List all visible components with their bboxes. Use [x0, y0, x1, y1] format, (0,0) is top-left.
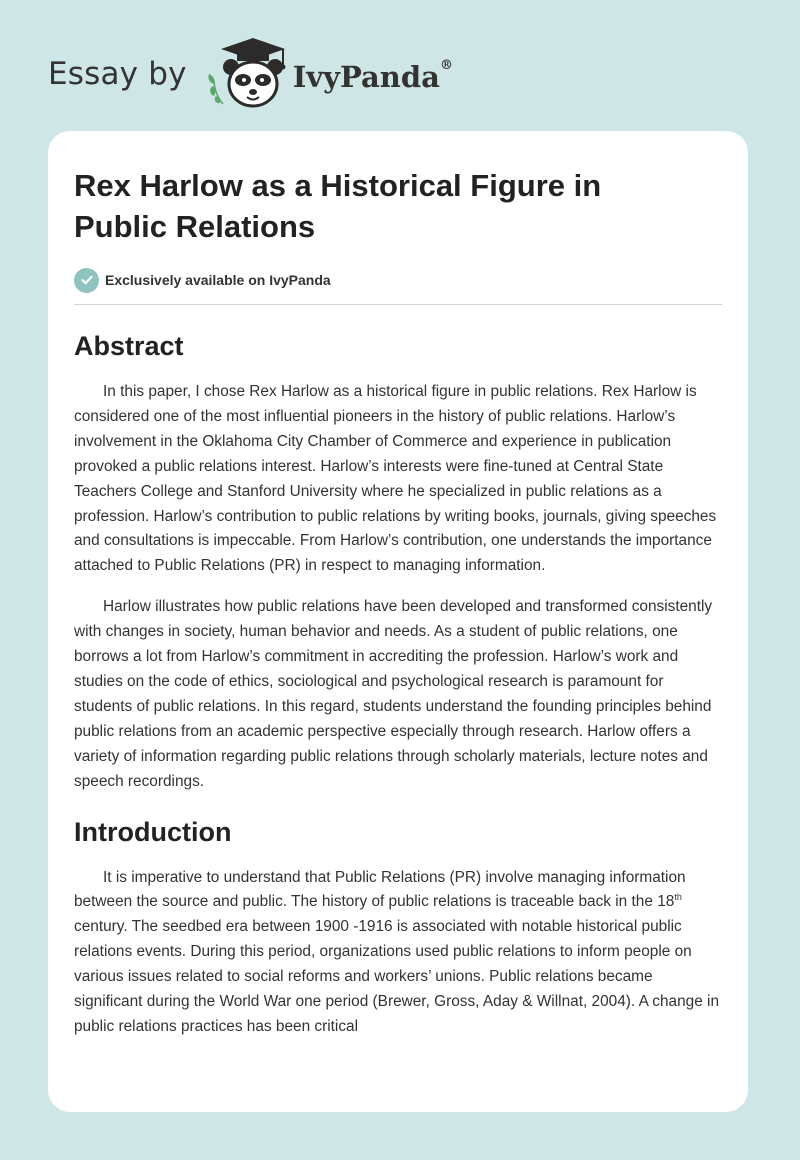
brand-name[interactable]: IvyPanda® [292, 58, 453, 94]
section-heading-abstract: Abstract [74, 331, 184, 361]
exclusive-badge [74, 267, 722, 293]
essay-title: Rex Harlow as a Historical Figure in Public Relations [74, 168, 602, 244]
paragraph: In this paper, I chose Rex Harlow as a historical figure in public relations. Rex Harlow is considered one of the most influential pioneers in the history of public relations. Harlow’s involvement in the Oklahoma City Chamber of Commerce and experience in publication provoked a public relations interest. Harlow’s interests were fine-tuned at Central State Teachers College and Stanford University where he specialized in public relations as a profession. Harlow’s contribution to public relations by writing books, journals, giving speeches and consultations is impeccable. From Harlow’s contribution, one understands the importance attached to Public Relations (PR) in respect to managing information. [74, 383, 717, 575]
check-circle-icon [74, 268, 99, 293]
paragraph: It is imperative to understand that Public Relations (PR) involve managing information between the source and public. The history of public relations is traceable back in the 18th century. The seedbed era between 1900 -1916 is associated with notable historical public relations events. During this period, organizations used public relations to inform people on various issues related to social reforms and workers’ unions. Public relations became significant during the World War one period (Brewer, Gross, Aday & Willnat, 2004). A change in public relations practices has been critical [74, 868, 720, 1035]
essay-card [48, 131, 748, 1112]
section-heading-introduction: Introduction [74, 816, 232, 847]
essay-by-label: Essay by [48, 56, 187, 92]
paragraph: Harlow illustrates how public relations have been developed and transformed consistently with changes in society, human behavior and needs. As a student of public relations, one borrows a lot from Harlow’s commitment in accrediting the profession. Harlow’s work and studies on the code of ethics, sociological and psychological research is paramount for students of public relations. In this regard, students understand the founding principles behind public relations from an academic perspective especially through research. Harlow offers a variety of information regarding public relations through scholarly materials, lecture notes and speech recordings. [74, 598, 713, 790]
site-header [48, 34, 453, 114]
registered-mark: ® [439, 58, 453, 73]
ivy-leaf-icon [208, 74, 223, 104]
exclusive-label: Exclusively available on IvyPanda [105, 272, 331, 288]
panda-graduate-icon[interactable] [201, 34, 293, 114]
divider [74, 304, 722, 305]
